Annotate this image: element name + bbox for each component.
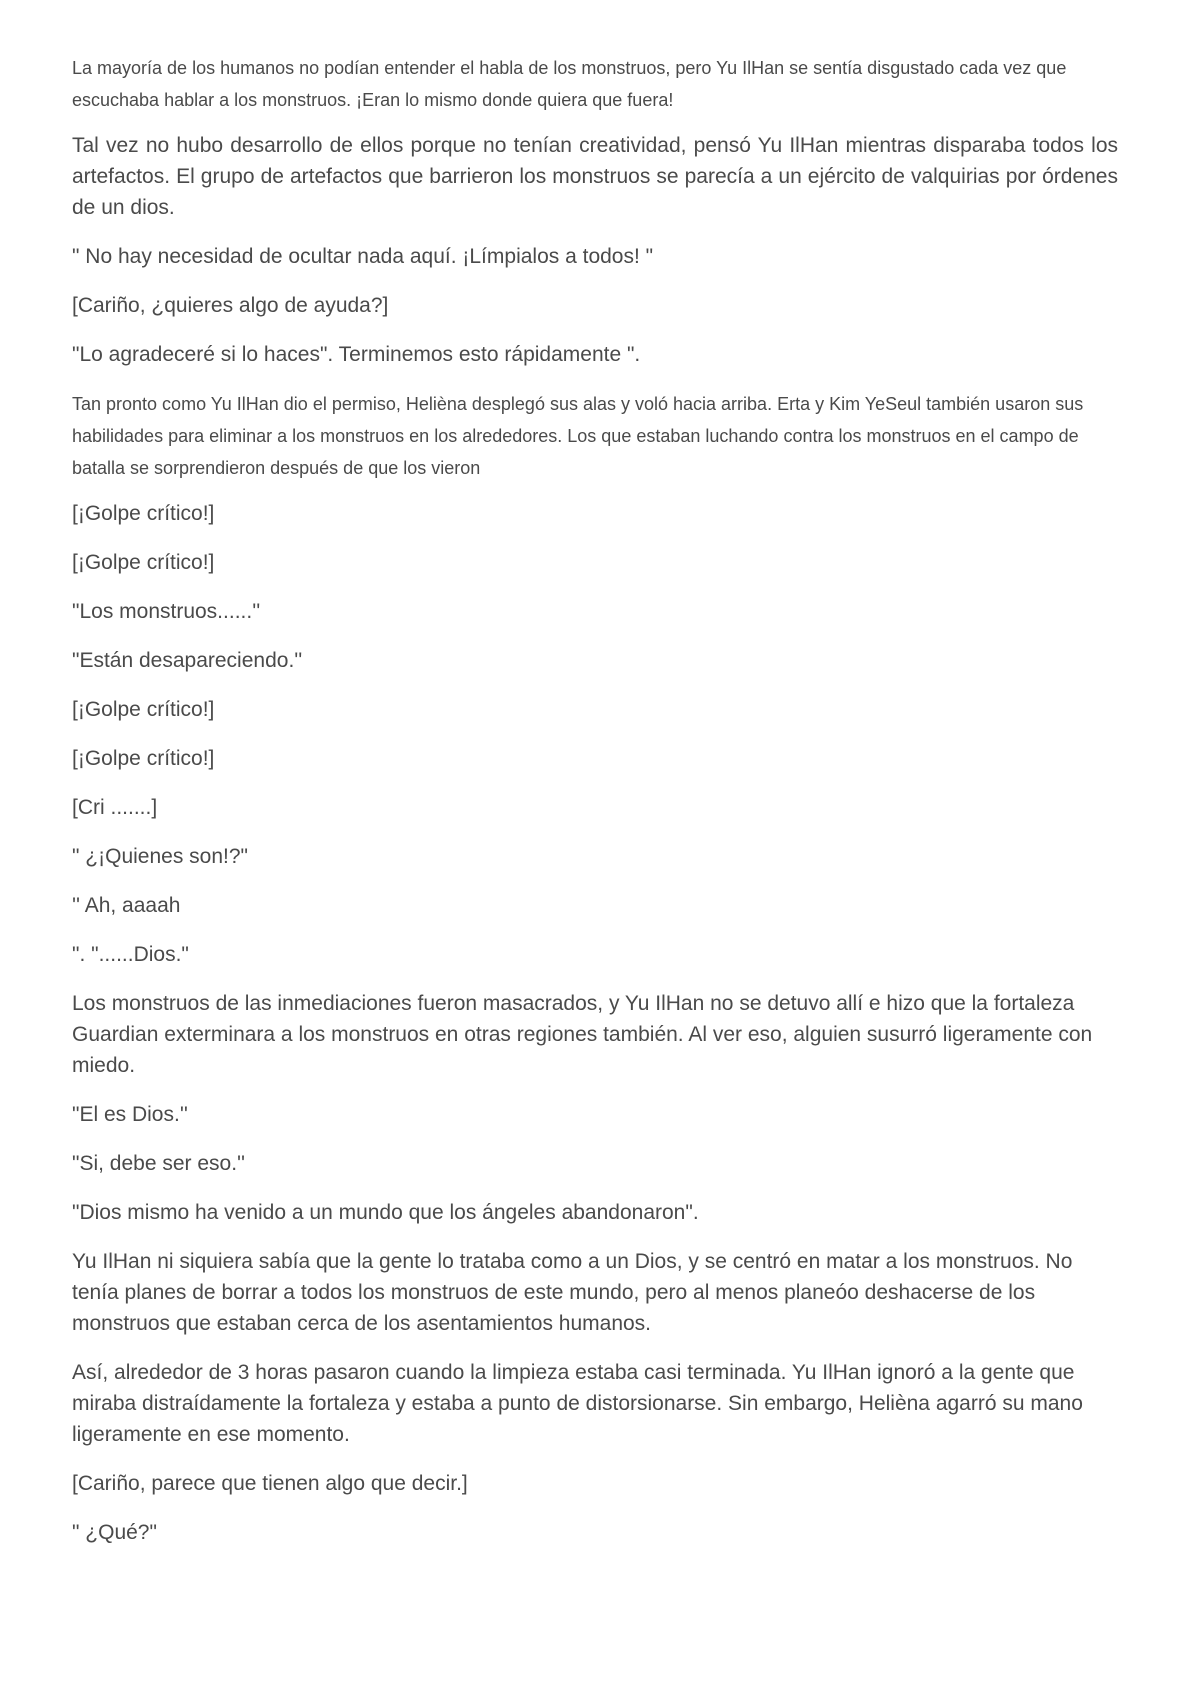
paragraph: Los monstruos de las inmediaciones fueron masacrados, y Yu IlHan no se detuvo allí e hizo que la fortaleza Guardian exterminara a los monstruos en otras regiones también. Al ver eso, alguien susurró ligeramente con miedo. [72,992,1093,1077]
dialogue-line: "Están desapareciendo.'' [72,649,303,672]
paragraph: La mayoría de los humanos no podían entender el habla de los monstruos, pero Yu IlHan se sentía disgustado cada vez que escuchaba hablar a los monstruos. ¡Eran lo mismo donde quiera que fuera! [72,58,1067,110]
paragraph: Así, alrededor de 3 horas pasaron cuando la limpieza estaba casi terminada. Yu IlHan ignoró a la gente que miraba distraídamente la fortaleza y estaba a punto de distorsionarse. Sin embargo, Helièna agarró su mano ligeramente en ese momento. [72,1361,1083,1446]
dialogue-line: " ¿¡Quienes son!?" [72,845,248,868]
dialogue-line: [¡Golpe crítico!] [72,747,215,770]
dialogue-line: " No hay necesidad de ocultar nada aquí. ¡Límpialos a todos! " [72,245,654,268]
document-body [72,52,1118,1566]
paragraph: Tal vez no hubo desarrollo de ellos porque no tenían creatividad, pensó Yu IlHan mientras disparaba todos los artefactos. El grupo de artefactos que barrieron los monstruos se parecía a un ejército de valquirias por órdenes de un dios. [72,134,1118,219]
dialogue-line: [¡Golpe crítico!] [72,698,215,721]
dialogue-line: " ¿Qué?" [72,1521,157,1544]
dialogue-line: "Si, debe ser eso.'' [72,1152,246,1175]
dialogue-line: [¡Golpe crítico!] [72,551,215,574]
paragraph: Tan pronto como Yu IlHan dio el permiso, Helièna desplegó sus alas y voló hacia arriba. Erta y Kim YeSeul también usaron sus habilidades para eliminar a los monstruos en los alrededores. Los que estaban luchando contra los monstruos en el campo de batalla se sorprendieron después de que los vieron [72,394,1084,478]
dialogue-line: ". "......Dios." [72,943,189,966]
paragraph: Yu IlHan ni siquiera sabía que la gente lo trataba como a un Dios, y se centró en matar a los monstruos. No tenía planes de borrar a todos los monstruos de este mundo, pero al menos planeóo deshacerse de los monstruos que estaban cerca de los asentamientos humanos. [72,1250,1073,1335]
dialogue-line: "El es Dios.'' [72,1103,188,1126]
dialogue-line: [Cariño, parece que tienen algo que decir.] [72,1472,468,1495]
dialogue-line: '' Ah, aaaah [72,894,181,917]
dialogue-line: [Cariño, ¿quieres algo de ayuda?] [72,294,389,317]
dialogue-line: [Cri .......] [72,796,158,819]
dialogue-line: "Lo agradeceré si lo haces". Terminemos esto rápidamente ". [72,343,641,366]
dialogue-line: [¡Golpe crítico!] [72,502,215,525]
dialogue-line: "Los monstruos......'' [72,600,261,623]
dialogue-line: "Dios mismo ha venido a un mundo que los ángeles abandonaron". [72,1201,699,1224]
